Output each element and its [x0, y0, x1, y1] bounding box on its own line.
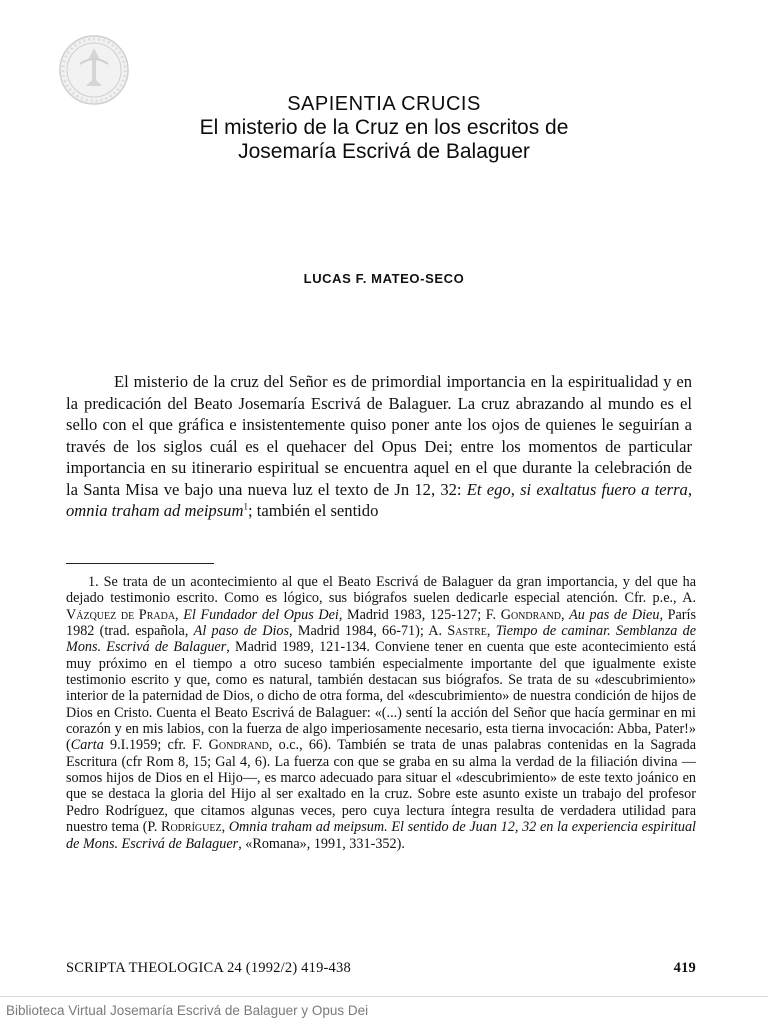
body-latin-quote: Et ego, si exaltatus fuero a terra, omnia traham ad meipsum — [66, 479, 693, 520]
footnote-1 — [66, 574, 696, 852]
footnote-book-title: El Fundador del Opus Dei — [183, 606, 339, 623]
watermark-bar — [0, 996, 768, 1025]
footnote-text: , — [221, 819, 229, 836]
footnote-book-title: Al paso de Dios — [193, 623, 290, 640]
footnote-author: Gondrand — [500, 606, 561, 623]
footnote-author: Rodríguez — [161, 819, 222, 836]
footnote-text: , — [175, 606, 184, 623]
author-name: LUCAS F. MATEO-SECO — [303, 271, 465, 286]
footnote-text: , o.c., 66). También se trata de unas palabras contenidas en la Sagrada Escritura (cfr Rom 8, 15; Gal 4, 6). La fuerza con que se graba en su alma la verdad de la filiación divina —somos hijos de Dios en el Hijo—, es marco adecuado para situar el «descubrimiento» de este texto joánico en que se destaca la gloria del Hijo al ser exaltado en la cruz. Sobre este asunto existe un trabajo del profesor Pedro Rodríguez, que citamos algunas veces, pero cuya lectura íntegra resulta de verdadera utilidad para nuestro tema (P. — [66, 737, 696, 836]
footnote-divider — [66, 563, 214, 564]
footnote-book-title: Omnia traham ad meipsum. El sentido de Juan 12, 32 en la experiencia espiritual de Mons. Escrivá de Balaguer — [66, 819, 696, 852]
footnote-text: , — [486, 623, 496, 640]
footnote-book-title: Carta — [70, 737, 104, 754]
article-title: SAPIENTIA CRUCIS — [287, 93, 481, 115]
body-text-end: ; también el sentido — [247, 501, 379, 520]
footnote-reference[interactable]: 1 — [243, 501, 248, 512]
body-paragraph — [66, 371, 692, 522]
watermark-text: Biblioteca Virtual Josemaría Escrivá de Balaguer y Opus Dei — [6, 1003, 369, 1018]
article-subtitle-line2: Josemaría Escrivá de Balaguer — [238, 140, 530, 163]
article-subtitle-line1: El misterio de la Cruz en los escritos de — [199, 116, 569, 139]
footnote-text: 1. Se trata de un acontecimiento al que el Beato Escrivá de Balaguer da gran importancia, y del que ha dejado testimonio escrito. Como es lógico, sus biógrafos suelen dedicarle especial atención. Cfr. p.e., A. — [66, 574, 696, 607]
page-footer — [66, 960, 696, 977]
footnote-text: , Madrid 1984, 66-71); A. — [289, 623, 448, 640]
footnote-author: Vázquez de Prada — [66, 606, 176, 623]
page-number: 419 — [673, 960, 696, 976]
footnote-text: , París 1982 (trad. española, — [66, 606, 696, 640]
body-text-main: El misterio de la cruz del Señor es de primordial importancia en la espiritualidad y en la predicación del Beato Josemaría Escrivá de Balaguer. La cruz abrazando al mundo es el sello con el que gráfica e insistentemente quiso poner ante los ojos de quienes le seguirían a través de los siglos cuál es el quehacer del Opus Dei; entre los momentos de particular importancia en su itinerario espiritual se encuentra aquel en el que durante la celebración de la Santa Misa ve bajo una nueva luz el texto de Jn 12, 32: — [66, 372, 692, 499]
footnote-text: , Madrid 1989, 121-134. Conviene tener en cuenta que este acontecimiento está muy próximo en el tiempo a otro suceso también especialmente importante del que igualmente existe testimonio escrito y que, como es natural, también destacan sus biógrafos. Se trata de su «descubrimiento» interior de la paternidad de Dios, o dicho de otra forma, del «descubrimiento» de nuestra condición de hijos de Dios en Cristo. Cuenta el Beato Escrivá de Balaguer: «(...) sentí la acción del Señor que hacía germinar en mi corazón y en mis labios, con la fuerza de algo imperiosamente necesario, esta tierna invocación: Abba, Pater!» ( — [66, 639, 696, 754]
footnote-book-title: Tiempo de caminar. Semblanza de Mons. Escrivá de Balaguer — [66, 623, 697, 656]
footnote-text: 9.I.1959; cfr. F. — [103, 737, 209, 754]
footnote-author: Gondrand — [208, 737, 269, 754]
footnote-author: Sastre — [447, 623, 487, 640]
title-block — [0, 92, 768, 164]
footnote-text: , «Romana», 1991, 331-352). — [238, 835, 405, 852]
footnote-book-title: Au pas de Dieu — [569, 606, 660, 623]
footnote-text: , — [560, 606, 570, 623]
footnote-text: , Madrid 1983, 125-127; F. — [338, 606, 501, 623]
journal-citation: SCRIPTA THEOLOGICA 24 (1992/2) 419-438 — [66, 960, 351, 976]
